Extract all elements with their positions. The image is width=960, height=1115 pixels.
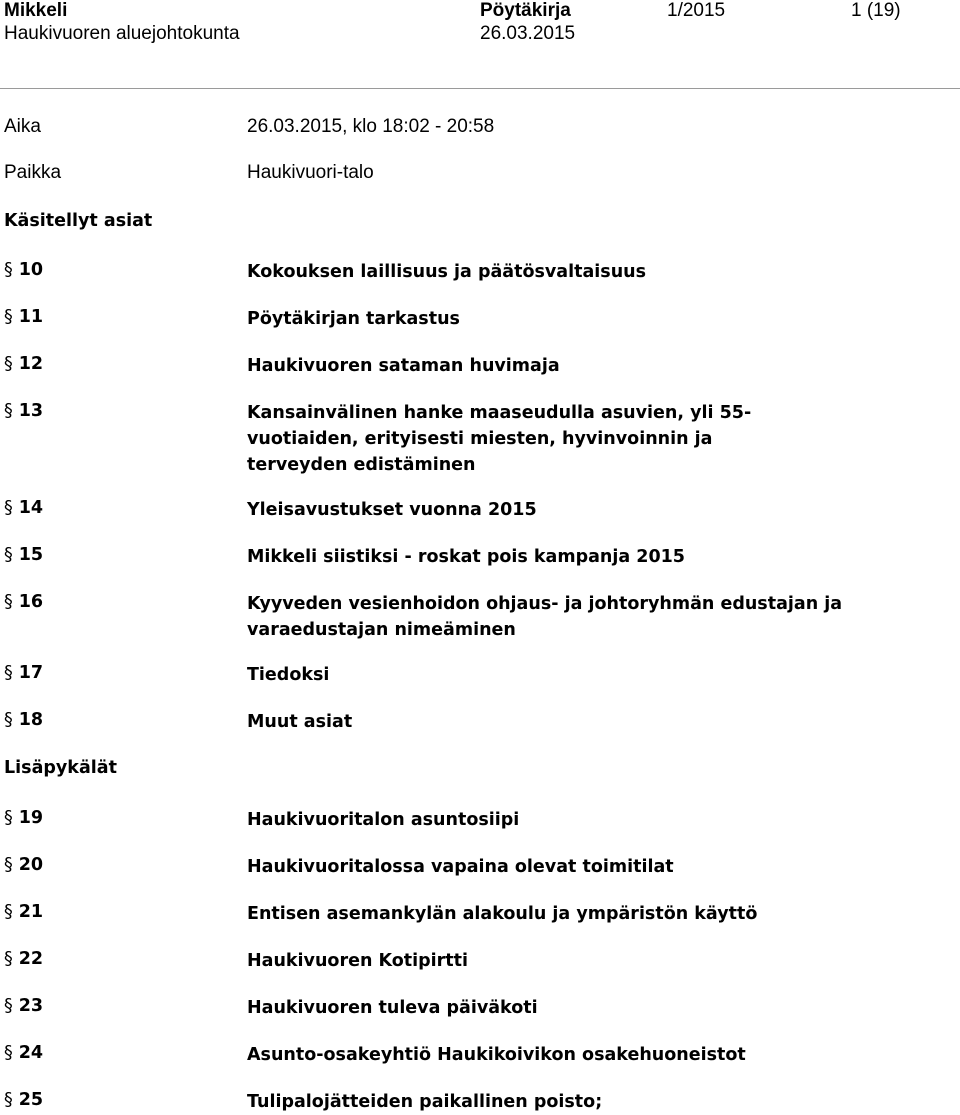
item-title: Kyyveden vesienhoidon ohjaus- ja johtoryhmän edustajan ja varaedustajan nimeäminen <box>247 594 843 640</box>
item-title: Tiedoksi <box>247 665 330 685</box>
item-number: § 17 <box>4 663 44 683</box>
item-title: Tulipalojätteiden paikallinen poisto; <box>247 1092 603 1112</box>
section-sign-icon: § <box>4 354 13 374</box>
section-sign-icon: § <box>4 663 13 683</box>
section-sign-icon: § <box>4 307 13 327</box>
item-title: Asunto-osakeyhtiö Haukikoivikon osakehuoneistot <box>247 1045 746 1065</box>
item-number: § 14 <box>4 498 44 518</box>
committee-name: Haukivuoren aluejohtokunta <box>4 23 240 44</box>
section-sign-icon: § <box>4 710 13 730</box>
time-label: Aika <box>4 116 41 137</box>
item-number: § 13 <box>4 401 44 421</box>
item-number: § 21 <box>4 902 44 922</box>
section-sign-icon: § <box>4 1043 13 1063</box>
handled-items-heading: Käsitellyt asiat <box>4 211 153 231</box>
item-title: Entisen asemankylän alakoulu ja ympäristön käyttö <box>247 904 758 924</box>
item-number: § 23 <box>4 996 44 1016</box>
item-title: Kokouksen laillisuus ja päätösvaltaisuus <box>247 262 647 282</box>
item-title: Haukivuoren Kotipirtti <box>247 951 469 971</box>
item-number: § 12 <box>4 354 44 374</box>
item-number: § 15 <box>4 545 44 565</box>
document-date: 26.03.2015 <box>480 23 576 44</box>
section-sign-icon: § <box>4 949 13 969</box>
document-number: 1/2015 <box>667 0 726 21</box>
item-title: Haukivuoritalon asuntosiipi <box>247 810 520 830</box>
extra-items-heading: Lisäpykälät <box>4 758 117 778</box>
item-title: Mikkeli siistiksi - roskat pois kampanja 2015 <box>247 547 685 567</box>
item-number: § 25 <box>4 1090 44 1110</box>
item-number: § 18 <box>4 710 44 730</box>
time-value: 26.03.2015, klo 18:02 - 20:58 <box>247 116 495 137</box>
header-divider <box>0 88 960 89</box>
item-number: § 16 <box>4 592 44 612</box>
section-sign-icon: § <box>4 902 13 922</box>
section-sign-icon: § <box>4 592 13 612</box>
item-number: § 10 <box>4 260 44 280</box>
item-title: Kansainvälinen hanke maaseudulla asuvien, yli 55-vuotiaiden, erityisesti miesten, hyvinvoinnin ja terveyden edistäminen <box>247 403 752 475</box>
section-sign-icon: § <box>4 1090 13 1110</box>
item-number: § 19 <box>4 808 44 828</box>
place-label: Paikka <box>4 162 62 183</box>
section-sign-icon: § <box>4 498 13 518</box>
item-number: § 24 <box>4 1043 44 1063</box>
document-type: Pöytäkirja <box>480 0 571 21</box>
section-sign-icon: § <box>4 808 13 828</box>
page-number: 1 (19) <box>851 0 901 21</box>
section-sign-icon: § <box>4 855 13 875</box>
place-value: Haukivuori-talo <box>247 162 374 183</box>
item-title: Pöytäkirjan tarkastus <box>247 309 460 329</box>
section-sign-icon: § <box>4 996 13 1016</box>
organization-name: Mikkeli <box>4 0 68 21</box>
section-sign-icon: § <box>4 260 13 280</box>
item-number: § 11 <box>4 307 44 327</box>
item-number: § 22 <box>4 949 44 969</box>
item-title: Haukivuoren sataman huvimaja <box>247 356 560 376</box>
section-sign-icon: § <box>4 545 13 565</box>
item-title: Muut asiat <box>247 712 353 732</box>
item-number: § 20 <box>4 855 44 875</box>
item-title: Yleisavustukset vuonna 2015 <box>247 500 537 520</box>
item-title: Haukivuoritalossa vapaina olevat toimitilat <box>247 857 674 877</box>
item-title: Haukivuoren tuleva päiväkoti <box>247 998 538 1018</box>
section-sign-icon: § <box>4 401 13 421</box>
